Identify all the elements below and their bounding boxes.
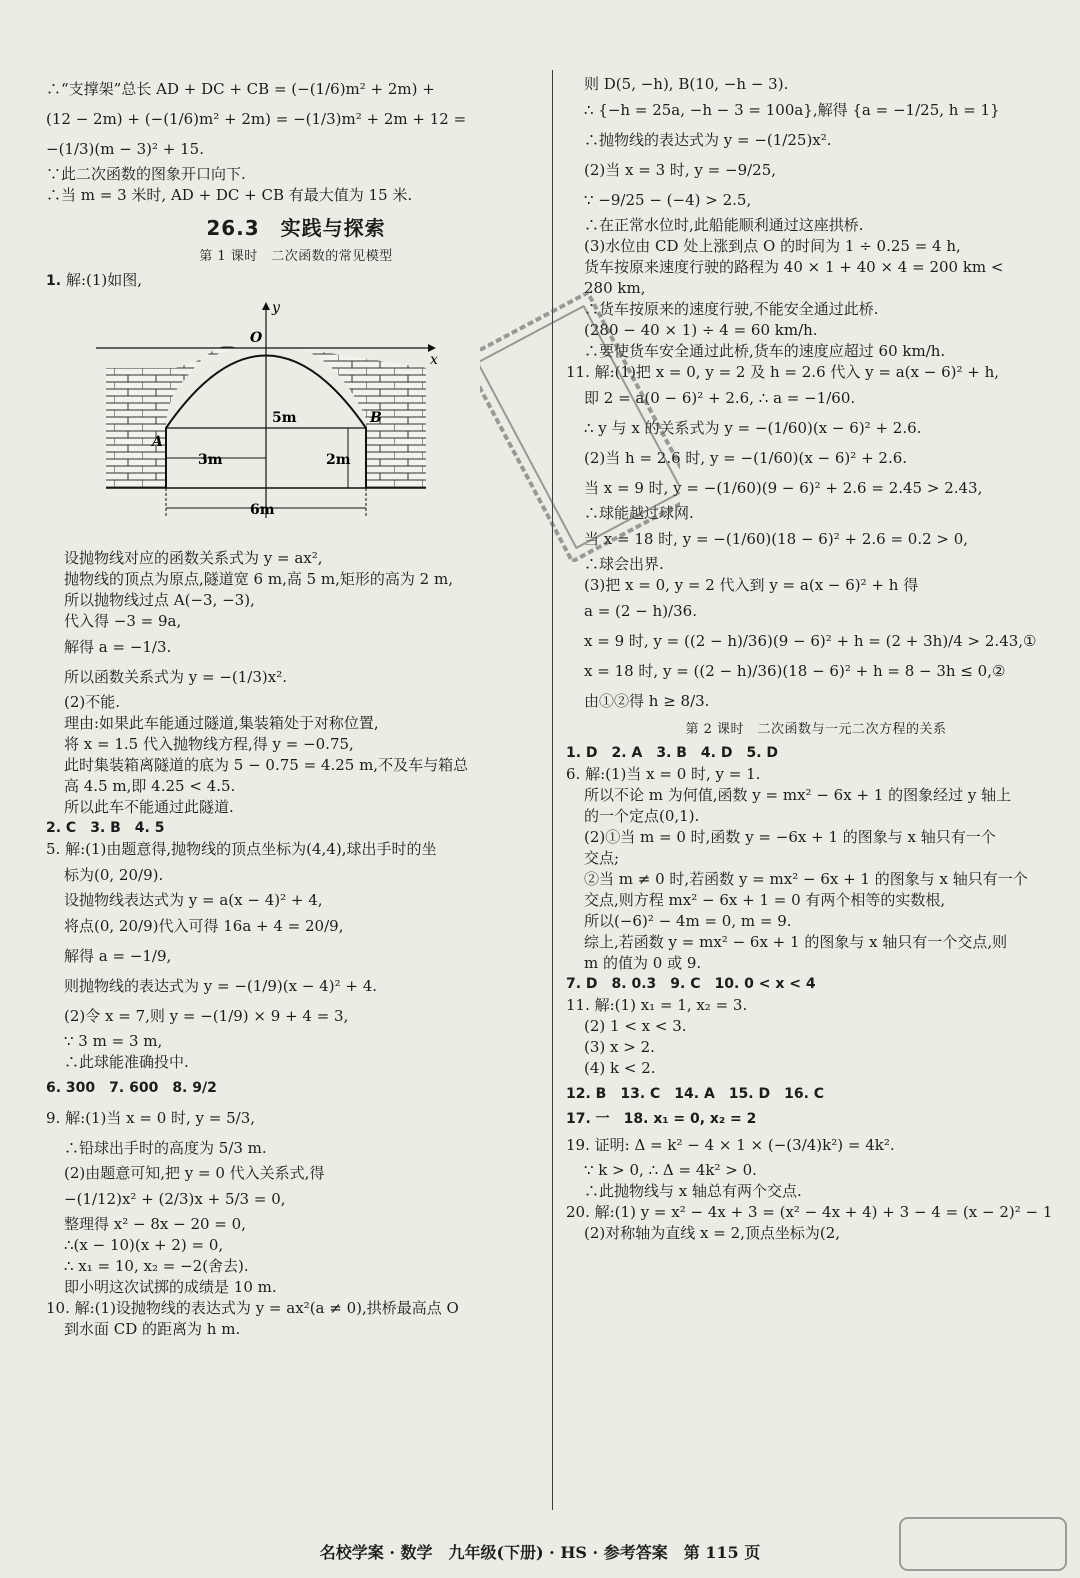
text-line: 设抛物线表达式为 y = a(x − 4)² + 4, [64,891,323,909]
column-divider [552,70,553,1510]
text-line: ∵此二次函数的图象开口向下. [46,165,246,183]
text-line: 当 x = 18 时, y = −(1/60)(18 − 6)² + 2.6 = 0.2 > 0, [584,530,969,548]
text-line: ∵ −9/25 − (−4) > 2.5, [584,191,752,209]
text-line: 则抛物线的表达式为 y = −(1/9)(x − 4)² + 4. [64,977,378,995]
answers-12-16: 12. B 13. C 14. A 15. D 16. C [566,1086,825,1102]
label-2m: 2m [326,452,351,468]
text-line: 整理得 x² − 8x − 20 = 0, [64,1215,246,1233]
text-line: 到水面 CD 的距离为 h m. [64,1320,241,1338]
tunnel-diagram [86,298,446,538]
text-line: 解得 a = −1/9, [64,947,172,965]
text-line: 5. 解:(1)由题意得,抛物线的顶点坐标为(4,4),球出手时的坐 [46,840,437,858]
text-line: 所以不论 m 为何值,函数 y = mx² − 6x + 1 的图象经过 y 轴上 [584,786,1012,804]
label-x: x [430,352,438,368]
problem-1-head [46,270,546,292]
text-line: 标为(0, 20/9). [64,866,164,884]
text-line: ∴ x₁ = 10, x₂ = −2(舍去). [64,1257,249,1275]
text-line: 理由:如果此车能通过隧道,集装箱处于对称位置, [64,714,379,732]
text-line: 将 x = 1.5 代入抛物线方程,得 y = −0.75, [64,735,354,753]
text-line: ∴“支撑架”总长 AD + DC + CB = (−(1/6)m² + 2m) + [46,80,435,98]
text-line: (4) k < 2. [584,1059,656,1077]
text-line: 20. 解:(1) y = x² − 4x + 3 = (x² − 4x + 4) + 3 − 4 = (x − 2)² − 1 [566,1203,1053,1221]
text-line: ∴抛物线的表达式为 y = −(1/25)x². [584,131,832,149]
text-line: ∴当 m = 3 米时, AD + DC + CB 有最大值为 15 米. [46,186,413,204]
text-line: 19. 证明: Δ = k² − 4 × 1 × (−(3/4)k²) = 4k². [566,1136,895,1154]
text-line: 所以函数关系式为 y = −(1/3)x². [64,668,288,686]
text-line: 将点(0, 20/9)代入可得 16a + 4 = 20/9, [64,917,344,935]
text-line: 即 2 = a(0 − 6)² + 2.6, ∴ a = −1/60. [584,389,856,407]
text-line: 由①②得 h ≥ 8/3. [584,692,710,710]
library-stamp [480,292,680,562]
problem-number: 1. [46,273,66,289]
text-line: 高 4.5 m,即 4.25 < 4.5. [64,777,236,795]
text-line: ②当 m ≠ 0 时,若函数 y = mx² − 6x + 1 的图象与 x 轴只有一个 [584,870,1028,888]
text-line: ∵ k > 0, ∴ Δ = 4k² > 0. [584,1161,757,1179]
text-line: (2)①当 m = 0 时,函数 y = −6x + 1 的图象与 x 轴只有一个 [584,828,996,846]
text-line: 所以抛物线过点 A(−3, −3), [64,591,255,609]
text-line: 所以(−6)² − 4m = 0, m = 9. [584,912,792,930]
answers-7-10: 7. D 8. 0.3 9. C 10. 0 < x < 4 [566,976,816,992]
text-line: 11. 解:(1)把 x = 0, y = 2 及 h = 2.6 代入 y = a(x − 6)² + h, [566,363,1000,381]
section-title: 26.3 实践与探索 [206,216,386,240]
text-line: x = 9 时, y = ((2 − h)/36)(9 − 6)² + h = (2 + 3h)/4 > 2.43,① [584,632,1037,650]
label-o: O [250,330,263,346]
text-line: ∴此抛物线与 x 轴总有两个交点. [584,1182,802,1200]
text-line: 则 D(5, −h), B(10, −h − 3). [584,75,789,93]
section-subtitle: 第 1 课时 二次函数的常见模型 [199,249,393,264]
text-line: ∵ 3 m = 3 m, [64,1032,163,1050]
text-line: ∴货车按原来的速度行驶,不能安全通过此桥. [584,300,879,318]
text-line: (2)当 x = 3 时, y = −9/25, [584,161,777,179]
text-line: 综上,若函数 y = mx² − 6x + 1 的图象与 x 轴只有一个交点,则 [584,933,1008,951]
text-line: (12 − 2m) + (−(1/6)m² + 2m) = −(1/3)m² + 2m + 12 = [46,110,467,128]
text-line: 9. 解:(1)当 x = 0 时, y = 5/3, [46,1109,256,1127]
text-line: (3)把 x = 0, y = 2 代入到 y = a(x − 6)² + h 得 [584,576,919,594]
text-line: 所以此车不能通过此隧道. [64,798,234,816]
text-line: 6. 解:(1)当 x = 0 时, y = 1. [566,765,761,783]
text-line: ∴ y 与 x 的关系式为 y = −(1/60)(x − 6)² + 2.6. [584,419,922,437]
text-line: 当 x = 9 时, y = −(1/60)(9 − 6)² + 2.6 = 2.45 > 2.43, [584,479,983,497]
label-3m: 3m [198,452,223,468]
text-line: ∴(x − 10)(x + 2) = 0, [64,1236,224,1254]
answers-17-18: 17. 一 18. x₁ = 0, x₂ = 2 [566,1111,757,1127]
text-line: (2) 1 < x < 3. [584,1017,687,1035]
text-line: 即小明这次试掷的成绩是 10 m. [64,1278,277,1296]
text-line: (2)令 x = 7,则 y = −(1/9) × 9 + 4 = 3, [64,1007,349,1025]
text-line: a = (2 − h)/36. [584,602,697,620]
text-line: 的一个定点(0,1). [584,807,700,825]
text-line: (280 − 40 × 1) ÷ 4 = 60 km/h. [584,321,818,339]
text-line: ∴此球能准确投中. [64,1053,189,1071]
left-column [46,74,546,1340]
answers-6-8: 6. 300 7. 600 8. 9/2 [46,1080,217,1096]
label-5m: 5m [272,410,297,426]
text-line: ∴要使货车安全通过此桥,货车的速度应超过 60 km/h. [584,342,946,360]
text-line: (2)不能. [64,693,121,711]
lesson-2-subtitle: 第 2 课时 二次函数与一元二次方程的关系 [685,722,947,737]
page-footer: 名校学案 · 数学 九年级(下册) · HS · 参考答案 第 115 页 [319,1543,761,1562]
text-line: 11. 解:(1) x₁ = 1, x₂ = 3. [566,996,748,1014]
text-line: 设抛物线对应的函数关系式为 y = ax², [64,549,323,567]
text-line: −(1/12)x² + (2/3)x + 5/3 = 0, [64,1190,286,1208]
text: 解:(1)如图, [65,271,143,289]
text-line: (2)由题意可知,把 y = 0 代入关系式,得 [64,1164,325,1182]
text-line: ∴球能越过球网. [584,504,694,522]
text-line: 货车按原来速度行驶的路程为 40 × 1 + 40 × 4 = 200 km < [584,258,1004,276]
label-a: A [152,434,163,450]
text-line: 10. 解:(1)设抛物线的表达式为 y = ax²(a ≠ 0),拱桥最高点 O [46,1299,459,1317]
text-line: (2)当 h = 2.6 时, y = −(1/60)(x − 6)² + 2.6. [584,449,908,467]
answers-1-5: 1. D 2. A 3. B 4. D 5. D [566,745,779,761]
text-line: ∴在正常水位时,此船能顺利通过这座拱桥. [584,216,864,234]
text-line: (3)水位由 CD 处上涨到点 O 的时间为 1 ÷ 0.25 = 4 h, [584,237,961,255]
text-line: 交点,则方程 mx² − 6x + 1 = 0 有两个相等的实数根, [584,891,946,909]
text-line: (2)对称轴为直线 x = 2,顶点坐标为(2, [584,1224,841,1242]
text-line: x = 18 时, y = ((2 − h)/36)(18 − 6)² + h = 8 − 3h ≤ 0,② [584,662,1006,680]
text-line: ∴ {−h = 25a, −h − 3 = 100a},解得 {a = −1/25, h = 1} [584,101,1000,119]
label-y: y [272,300,280,316]
text-line: ∴铅球出手时的高度为 5/3 m. [64,1139,267,1157]
text-line: 抛物线的顶点为原点,隧道宽 6 m,高 5 m,矩形的高为 2 m, [64,570,453,588]
text-line: 解得 a = −1/3. [64,638,172,656]
text-line: 代入得 −3 = 9a, [64,612,182,630]
text-line: 交点; [584,849,620,867]
text-line: −(1/3)(m − 3)² + 15. [46,140,204,158]
text-line: (3) x > 2. [584,1038,655,1056]
right-column [566,74,1066,1244]
text-line: m 的值为 0 或 9. [584,954,702,972]
text-line: 280 km, [584,279,646,297]
label-6m: 6m [250,502,275,518]
text-line: ∴球会出界. [584,555,664,573]
label-b: B [370,410,382,426]
text-line: 此时集装箱离隧道的底为 5 − 0.75 = 4.25 m,不及车与箱总 [64,756,469,774]
answers-2-4: 2. C 3. B 4. 5 [46,820,165,836]
